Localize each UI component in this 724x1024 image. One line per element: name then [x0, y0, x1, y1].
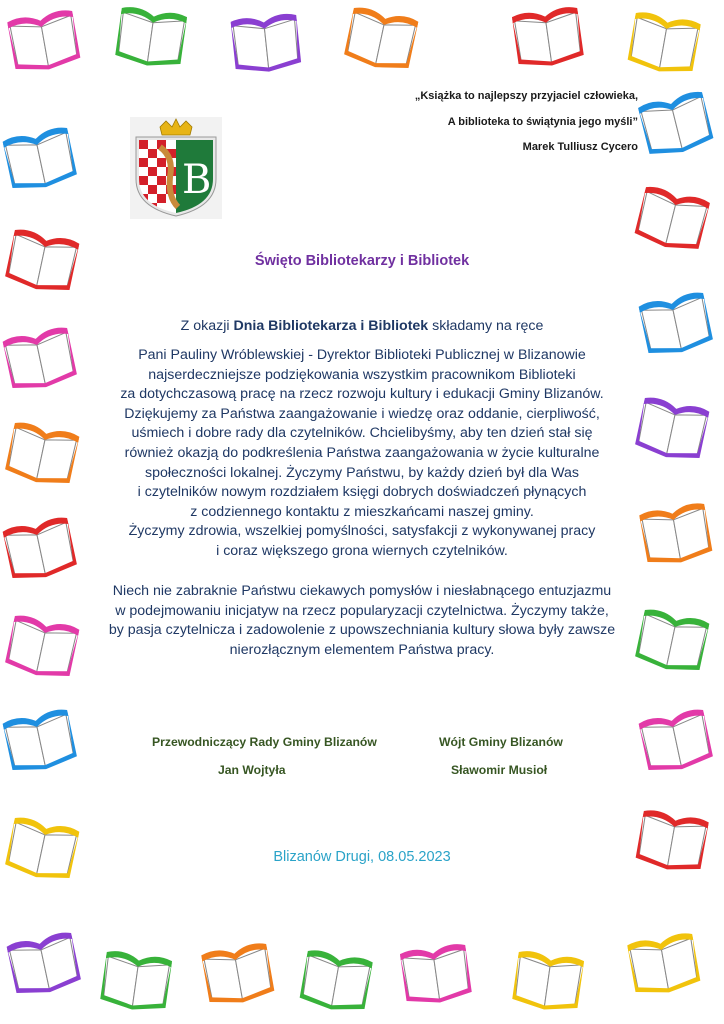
text-line: w podejmowaniu inicjatyw na rzecz popularyzacji czytelnictwa. Życzymy także, [115, 602, 609, 619]
text-line: społeczności lokalnej. Życzymy Państwu, by każdy dzień był dla Was [145, 464, 579, 481]
text-line: Dziękujemy za Państwa zaangażowanie i wiedzę oraz oddanie, cierpliwość, [124, 405, 600, 422]
main-paragraph [92, 346, 632, 562]
text-line: nierozłącznym elementem Państwa pracy. [229, 641, 495, 658]
book-icon [0, 513, 81, 585]
signature-left-title: Przewodniczący Rady Gminy Blizanów [152, 735, 377, 749]
book-icon [296, 946, 377, 1016]
book-icon [624, 929, 705, 999]
book-icon [632, 806, 713, 876]
text-line: Pani Pauliny Wróblewskiej - Dyrektor Biblioteki Publicznej w Blizanowie [138, 347, 586, 363]
book-icon [624, 8, 705, 78]
text-line: i czytelników nowym rozdziałem księgi dobrych doświadczeń płynących [137, 484, 587, 501]
page-title: Święto Bibliotekarzy i Bibliotek [254, 253, 470, 269]
closing-paragraph [92, 582, 632, 660]
book-icon [227, 10, 305, 75]
intro-after: składamy na ręce [428, 318, 544, 334]
book-icon [0, 705, 81, 777]
text-line: by pasja czytelnicza i zadowolenie z upowszechniania kultury słowa były zawsze [108, 622, 616, 639]
book-icon [631, 605, 713, 677]
text-line: za dotychczasową pracę na rzecz rozwoju kultury i edukacji Gminy Blizanów. [120, 386, 604, 403]
quote-line-2: A biblioteka to świątynia jego myśli” [447, 116, 638, 128]
place-date: Blizanów Drugi, 08.05.2023 [273, 849, 451, 865]
book-icon [111, 3, 190, 70]
book-icon [4, 6, 85, 76]
book-icon [96, 947, 175, 1014]
text-line: Niech nie zabraknie Państwu ciekawych pomysłów i niesłabnącego entuzjazmu [112, 583, 612, 599]
intro-line [92, 317, 632, 337]
book-icon [508, 947, 587, 1014]
book-icon [635, 288, 717, 360]
book-icon [636, 499, 717, 569]
signature-right-name: Sławomir Musioł [451, 763, 548, 777]
intro-bold: Dnia Bibliotekarza i Bibliotek [233, 318, 429, 334]
text-line: z codziennego kontaktu z mieszkańcami naszej gminy. [190, 503, 534, 520]
quote-author: Marek Tulliusz Cycero [522, 141, 638, 153]
book-icon [0, 323, 81, 395]
signature-left-name: Jan Wojtyła [218, 763, 286, 777]
book-icon [396, 940, 475, 1007]
book-icon [198, 939, 279, 1009]
book-icon [630, 182, 714, 256]
crest-letter: B [182, 157, 212, 203]
text-line: najserdeczniejsze podziękowania wszystkim pracownikom Biblioteki [148, 366, 576, 383]
book-icon [634, 87, 718, 161]
book-icon [1, 418, 83, 490]
quote-line-1: „Książka to najlepszy przyjaciel człowieka, [414, 90, 638, 102]
book-icon [635, 705, 717, 777]
book-icon [3, 928, 85, 1000]
text-line: również okazją do podkreślenia Państwa zaangażowania w życie kulturalne [124, 444, 600, 461]
book-icon [508, 3, 587, 70]
book-icon [0, 123, 81, 195]
text-line: uśmiech i dobre rady dla czytelników. Chcielibyśmy, aby ten dzień stał się [131, 425, 593, 442]
book-icon [631, 393, 713, 465]
intro-before: Z okazji [180, 318, 234, 334]
coat-of-arms-icon [130, 117, 222, 219]
signature-right-title: Wójt Gminy Blizanów [439, 735, 563, 749]
book-icon [340, 3, 422, 75]
text-line: i coraz większego grona wiernych czytelników. [216, 542, 508, 559]
book-icon [1, 611, 83, 683]
text-line: Życzymy zdrowia, wszelkiej pomyślności, satysfakcji z wykonywanej pracy [128, 523, 596, 540]
